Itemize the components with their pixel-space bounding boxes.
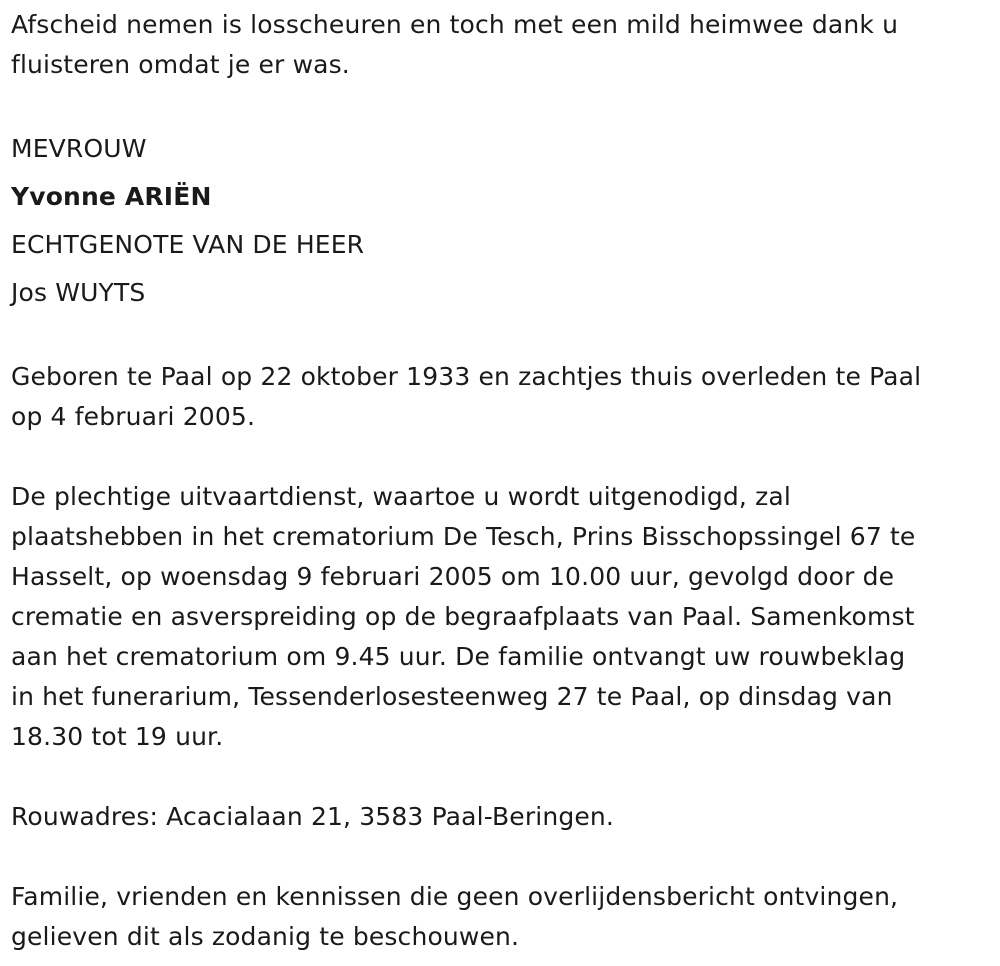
birth-death-paragraph: [11, 357, 991, 437]
text-line: gelieven dit als zodanig te beschouwen.: [11, 922, 520, 951]
text-line: Familie, vrienden en kennissen die geen overlijdensbericht ontvingen,: [11, 882, 899, 911]
text-line: in het funerarium, Tessenderlosesteenweg 27 te Paal, op dinsdag van: [11, 682, 893, 711]
paragraph-spacer: [11, 837, 991, 877]
relation-text: ECHTGENOTE VAN DE HEER: [11, 230, 365, 259]
paragraph-spacer: [11, 317, 991, 357]
deceased-block: [11, 125, 991, 317]
quote-line: fluisteren omdat je er was.: [11, 50, 350, 79]
paragraph-spacer: [11, 85, 991, 125]
paragraph-spacer: [11, 437, 991, 477]
quote-paragraph: [11, 5, 991, 85]
title-honorific: MEVROUW: [11, 134, 147, 163]
text-line: Geboren te Paal op 22 oktober 1933 en zachtjes thuis overleden te Paal: [11, 362, 922, 391]
quote-line: Afscheid nemen is losscheuren en toch met een mild heimwee dank u: [11, 10, 899, 39]
address-paragraph: [11, 797, 991, 837]
text-line: De plechtige uitvaartdienst, waartoe u wordt uitgenodigd, zal: [11, 482, 791, 511]
text-line: 18.30 tot 19 uur.: [11, 722, 224, 751]
ceremony-paragraph: [11, 477, 991, 757]
paragraph-spacer: [11, 757, 991, 797]
text-line: aan het crematorium om 9.45 uur. De familie ontvangt uw rouwbeklag: [11, 642, 906, 671]
text-line: crematie en asverspreiding op de begraafplaats van Paal. Samenkomst: [11, 602, 915, 631]
obituary-notice: [11, 5, 991, 957]
spouse-name: Jos WUYTS: [11, 278, 146, 307]
text-line: Hasselt, op woensdag 9 februari 2005 om 10.00 uur, gevolgd door de: [11, 562, 895, 591]
text-line: plaatshebben in het crematorium De Tesch, Prins Bisschopssingel 67 te: [11, 522, 916, 551]
closing-paragraph: [11, 877, 991, 957]
text-line: op 4 februari 2005.: [11, 402, 256, 431]
text-line: Rouwadres: Acacialaan 21, 3583 Paal-Beringen.: [11, 802, 614, 831]
deceased-name: Yvonne ARIËN: [11, 182, 212, 211]
